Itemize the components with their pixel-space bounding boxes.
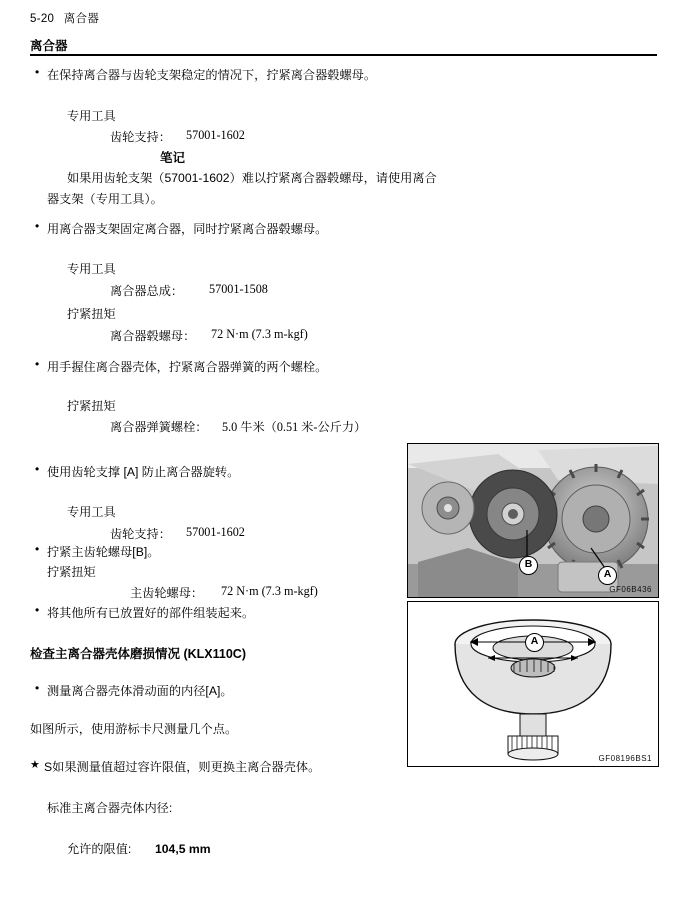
spec-name-5: 齿轮支持： (110, 527, 171, 541)
spec-value-4: 5.0 牛米（0.51 米-公斤力） (222, 420, 367, 434)
inspection-paragraph: 如图所示，使用游标卡尺测量几个点。 (30, 722, 238, 736)
spec-value-3: 72 N·m (7.3 m-kgf) (211, 327, 308, 341)
inspection-heading: 检查主离合器壳体磨损情况 (KLX110C) (30, 647, 246, 661)
standard-id-label: 标准主离合器壳体内径: (47, 801, 173, 815)
header-divider (30, 54, 657, 56)
note-body-line-2: 器支架（专用工具）。 (47, 192, 163, 206)
step-bullet-6: • 将其他所有已放置好的部件组装起来。 (47, 604, 254, 621)
figure-2-callout-a: A (525, 633, 544, 652)
spec-label-5: 专用工具 (67, 505, 116, 519)
note-body-line-1: 如果用齿轮支架（57001-1602）难以拧紧离合器毂螺母，请使用离合 (67, 171, 437, 185)
figure-2-code: GF08196BS1 (598, 754, 652, 763)
step-bullet-4: • 使用齿轮支撑 [A] 防止离合器旋转。 (47, 463, 239, 480)
spec-label-4: 拧紧扭矩 (67, 399, 116, 413)
step-bullet-3: • 用手握住离合器壳体，拧紧离合器弹簧的两个螺栓。 (47, 358, 327, 375)
chapter-name: 离合器 (63, 13, 100, 25)
figure-clutch-housing-diagram (407, 601, 659, 767)
figure-1-callout-b: B (519, 556, 538, 575)
figure-1-graphic (408, 444, 658, 597)
limit-value: 104,5 mm (155, 842, 211, 856)
spec-label-1: 专用工具 (67, 109, 116, 123)
section-title: 离合器 (30, 39, 68, 53)
page-number: 5-20 (30, 13, 55, 25)
step-bullet-1: • 在保持离合器与齿轮支架稳定的情况下，拧紧离合器毂螺母。 (47, 66, 376, 83)
note-title: 笔记 (160, 151, 186, 165)
figure-clutch-gear-photo (407, 443, 659, 598)
spec-name-6: 主齿轮螺母： (130, 586, 204, 600)
spec-label-3: 拧紧扭矩 (67, 307, 116, 321)
inspection-star-note: ★ S如果测量值超过容许限值，则更换主离合器壳体。 (44, 758, 320, 775)
spec-name-4: 离合器弹簧螺栓： (110, 420, 208, 434)
inspection-bullet: • 测量离合器壳体滑动面的内径[A]。 (47, 682, 233, 699)
spec-label-2: 专用工具 (67, 262, 116, 276)
figure-1-callout-a: A (598, 566, 617, 585)
spec-name-1: 齿轮支持： (110, 130, 171, 144)
spec-label-6: 拧紧扭矩 (47, 565, 96, 579)
spec-value-5: 57001-1602 (186, 525, 245, 539)
spec-name-3: 离合器毂螺母： (110, 329, 196, 343)
spec-value-2: 57001-1508 (209, 282, 268, 296)
step-bullet-2: • 用离合器支架固定离合器，同时拧紧离合器毂螺母。 (47, 220, 327, 237)
spec-name-2: 离合器总成： (110, 284, 184, 298)
limit-label: 允许的限值: (67, 842, 132, 856)
spec-value-6: 72 N·m (7.3 m-kgf) (221, 584, 318, 598)
figure-2-graphic (408, 602, 658, 766)
spec-value-1: 57001-1602 (186, 128, 245, 142)
step-bullet-5: • 拧紧主齿轮螺母[B]。 (47, 543, 159, 560)
page-header (30, 10, 99, 26)
figure-1-code: GF06B436 (609, 585, 652, 594)
